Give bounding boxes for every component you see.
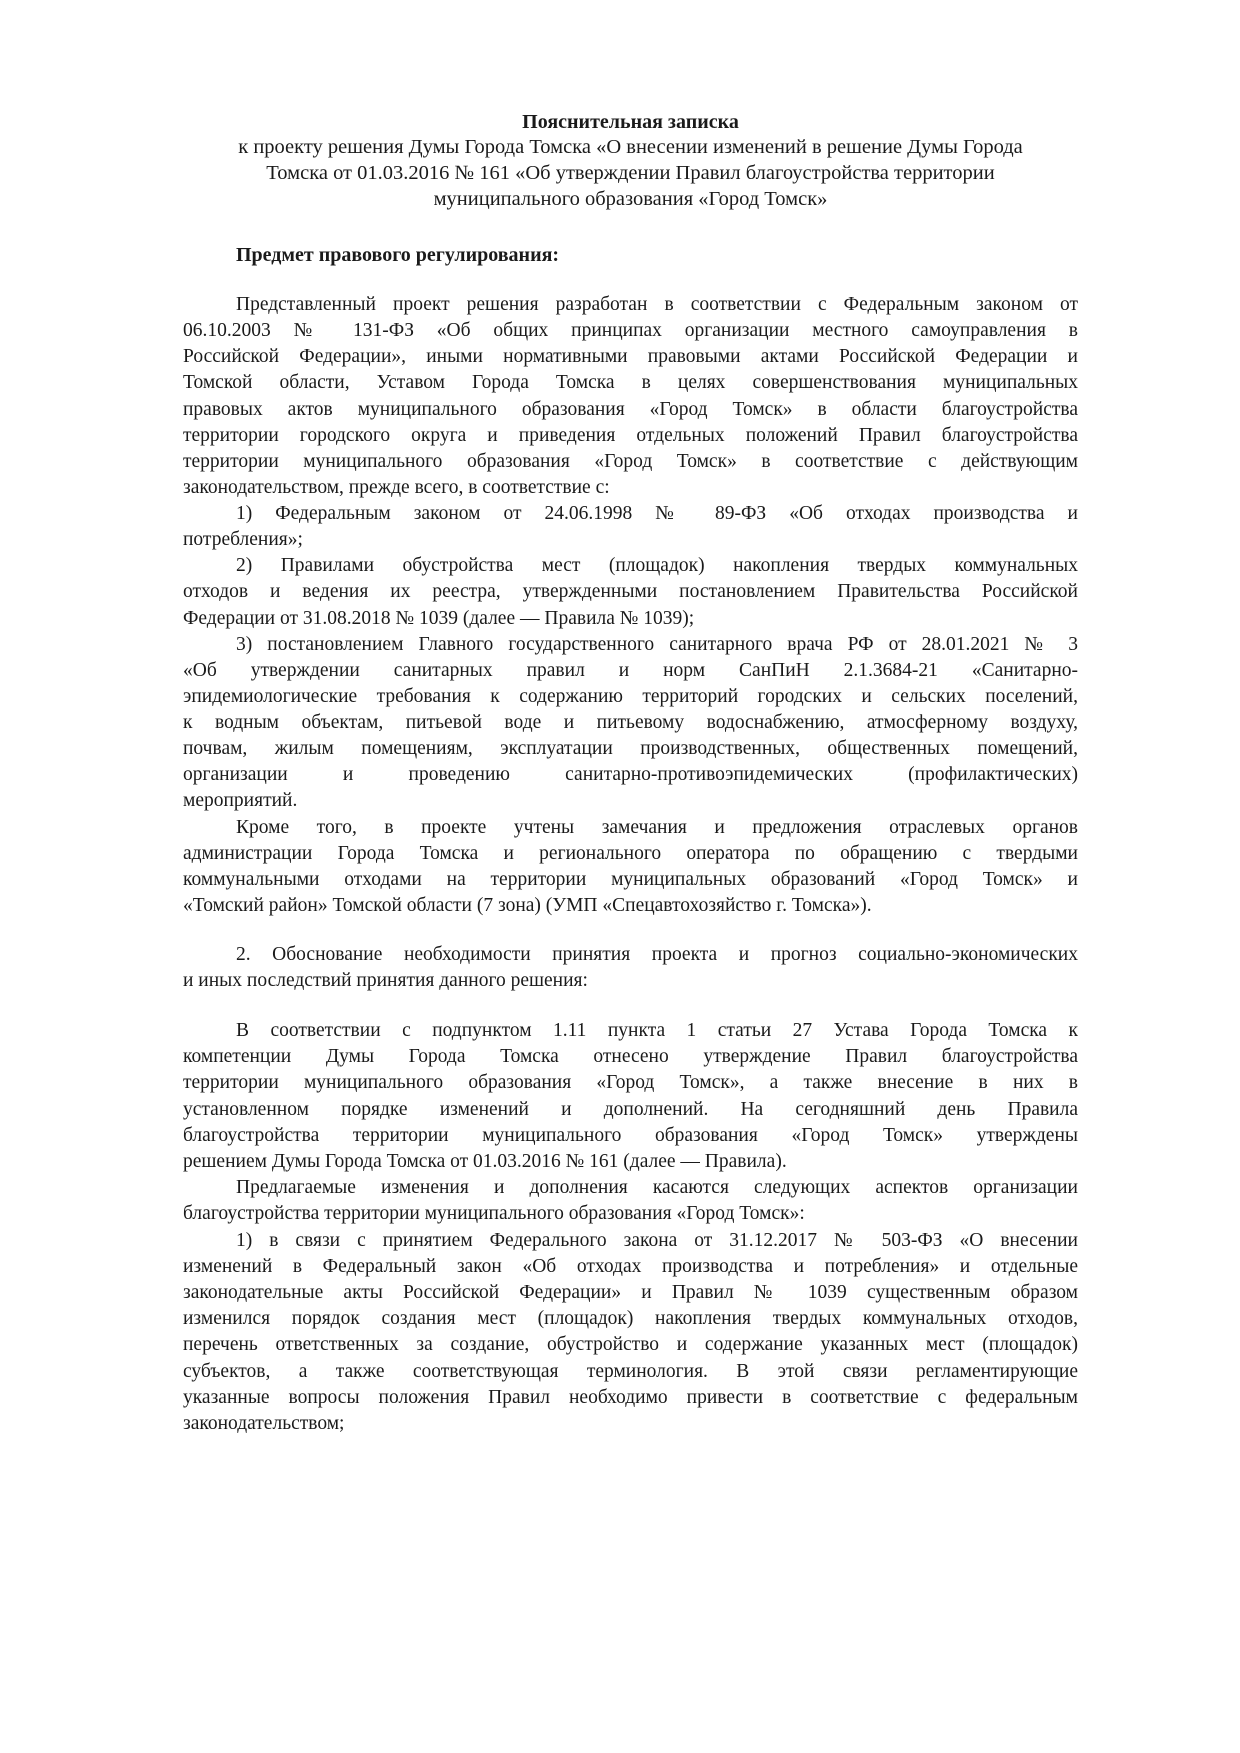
text-line: 1) в связи с принятием Федерального закона от 31.12.2017 № 503-ФЗ «О внесении: [236, 1229, 1078, 1251]
text-line: изменений в Федеральный закон «Об отходах производства и потребления» и отдельные: [183, 1255, 1078, 1277]
document-title: Пояснительная записка: [522, 111, 739, 133]
text-line: Томска от 01.03.2016 № 161 «Об утверждении Правил благоустройства территории: [266, 162, 995, 184]
text-line: и иных последствий принятия данного решения:: [183, 970, 588, 991]
text-line: эпидемиологические требования к содержанию территорий городских и сельских поселений,: [183, 685, 1078, 707]
text-line: благоустройства территории муниципального образования «Город Томск»:: [183, 1203, 805, 1225]
text-line: компетенции Думы Города Томска отнесено утверждение Правил благоустройства: [183, 1046, 1078, 1068]
text-line: почвам, жилым помещениям, эксплуатации производственных, общественных помещений,: [183, 738, 1078, 760]
section1-heading-block: [183, 242, 1078, 268]
text-line: решением Думы Города Томска от 01.03.2016 № 161 (далее — Правила).: [183, 1151, 787, 1173]
text-line: Томской области, Уставом Города Томска в целях совершенствования муниципальных: [183, 372, 1078, 394]
text-line: установленном порядке изменений и дополнений. На сегодняшний день Правила: [183, 1098, 1078, 1120]
paragraph: [183, 292, 1078, 501]
paragraph: [183, 553, 1078, 631]
text-line: правовых актов муниципального образования «Город Томск» в области благоустройства: [183, 398, 1078, 420]
text-line: территории муниципального образования «Город Томск», а также внесение в них в: [183, 1072, 1078, 1094]
paragraph: [183, 501, 1078, 553]
text-line: указанные вопросы положения Правил необходимо привести в соответствие с федеральным: [183, 1386, 1078, 1408]
text-line: Предлагаемые изменения и дополнения касаются следующих аспектов организации: [236, 1177, 1078, 1199]
text-line: В соответствии с подпунктом 1.11 пункта 1 статьи 27 Устава Города Томска к: [236, 1020, 1078, 1041]
text-line: к водным объектам, питьевой воде и питьевому водоснабжению, атмосферному воздуху,: [183, 712, 1078, 733]
text-line: «Об утверждении санитарных правил и норм СанПиН 2.1.3684-21 «Санитарно-: [183, 659, 1078, 681]
text-line: организации и проведению санитарно-противоэпидемических (профилактических): [183, 764, 1078, 786]
paragraph: [183, 815, 1078, 920]
document-title-block: [183, 109, 1078, 135]
text-line: 1) Федеральным законом от 24.06.1998 № 89-ФЗ «Об отходах производства и: [236, 503, 1078, 524]
text-line: законодательные акты Российской Федерации» и Правил № 1039 существенным образом: [183, 1282, 1078, 1304]
text-line: изменился порядок создания мест (площадок) накопления твердых коммунальных отходов,: [183, 1308, 1078, 1330]
text-line: территории городского округа и приведения отдельных положений Правил благоустройства: [183, 424, 1078, 446]
text-line: к проекту решения Думы Города Томска «О внесении изменений в решение Думы Города: [238, 136, 1023, 158]
text-line: 06.10.2003 № 131-ФЗ «Об общих принципах организации местного самоуправления в: [183, 320, 1078, 342]
section1-heading: Предмет правового регулирования:: [236, 244, 560, 266]
text-line: потребления»;: [183, 529, 303, 551]
text-line: благоустройства территории муниципального образования «Город Томск» утверждены: [183, 1124, 1078, 1146]
paragraph: [183, 1018, 1078, 1175]
text-line: 3) постановлением Главного государственного санитарного врача РФ от 28.01.2021 № 3: [236, 633, 1078, 655]
text-line: коммунальными отходами на территории муниципальных образований «Город Томск» и: [183, 868, 1078, 890]
text-line: законодательством, прежде всего, в соответствие с:: [183, 476, 610, 498]
section1-body: [183, 292, 1078, 919]
text-line: 2. Обоснование необходимости принятия проекта и прогноз социально-экономических: [236, 944, 1078, 965]
text-line: «Томский район» Томской области (7 зона) (УМП «Спецавтохозяйство г. Томска»).: [183, 894, 872, 916]
text-line: муниципального образования «Город Томск»: [433, 188, 828, 210]
document-subtitle: [183, 134, 1078, 212]
text-line: Представленный проект решения разработан в соответствии с Федеральным законом от: [236, 294, 1078, 315]
text-line: субъектов, а также соответствующая терминология. В этой связи регламентирующие: [183, 1360, 1078, 1382]
text-line: отходов и ведения их реестра, утвержденными постановлением Правительства Российской: [183, 581, 1078, 603]
section2-heading: [183, 942, 1078, 994]
paragraph: [183, 632, 1078, 815]
text-line: 2) Правилами обустройства мест (площадок) накопления твердых коммунальных: [236, 555, 1078, 577]
text-line: перечень ответственных за создание, обустройство и содержание указанных мест (площадок): [183, 1334, 1078, 1356]
paragraph: [183, 1175, 1078, 1227]
text-line: администрации Города Томска и регионального оператора по обращению с твердыми: [183, 842, 1078, 864]
text-line: Кроме того, в проекте учтены замечания и предложения отраслевых органов: [236, 816, 1078, 838]
text-line: Федерации от 31.08.2018 № 1039 (далее — Правила № 1039);: [183, 607, 695, 629]
text-line: мероприятий.: [183, 790, 298, 812]
text-line: законодательством;: [183, 1413, 345, 1435]
section2-body: [183, 1018, 1078, 1437]
paragraph: [183, 1228, 1078, 1438]
text-line: территории муниципального образования «Город Томск» в соответствие с действующим: [183, 450, 1078, 472]
text-line: Российской Федерации», иными нормативными правовыми актами Российской Федерации и: [183, 346, 1078, 368]
